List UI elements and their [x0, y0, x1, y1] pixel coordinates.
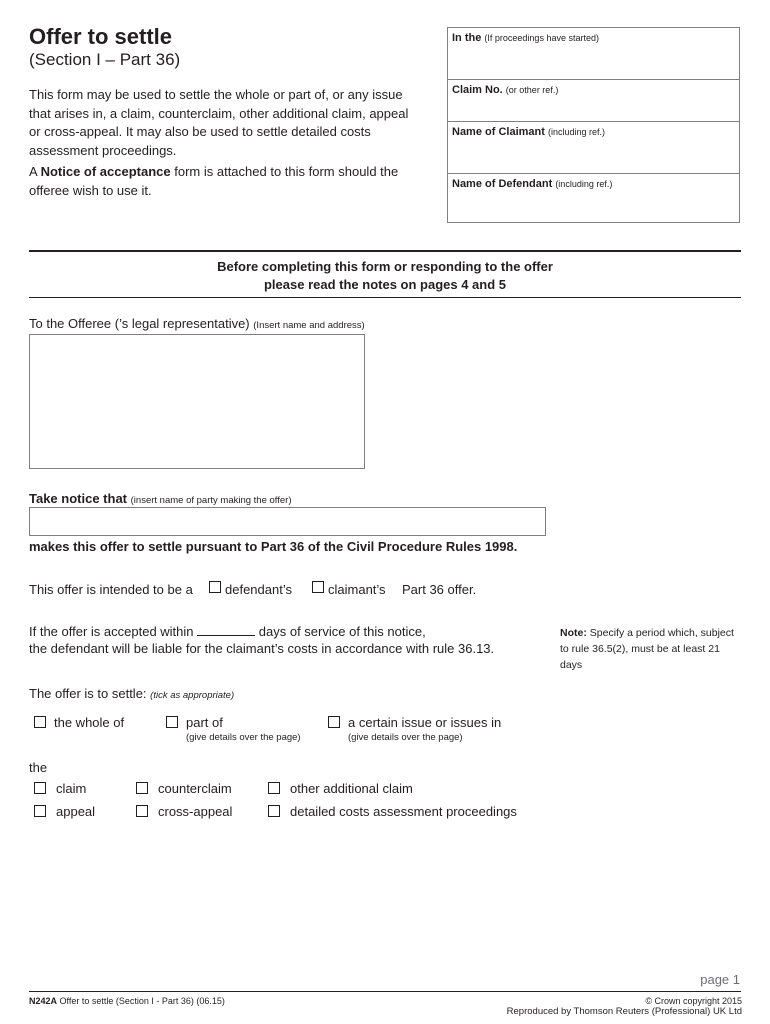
defendant-label: [452, 178, 612, 190]
defendant-text: Name of Defendant: [452, 178, 553, 190]
form-reference: [29, 996, 225, 1006]
claim-label: claim: [56, 781, 87, 796]
part-of-label: part of: [186, 715, 223, 730]
settle-hint: (tick as appropriate): [150, 690, 235, 701]
issue-label: a certain issue or issues in: [348, 715, 502, 730]
form-title: Offer to settle (Section I - Part 36) (06.15): [57, 996, 225, 1006]
acceptance-line-1: [29, 624, 426, 639]
copyright: © Crown copyright 2015: [645, 996, 742, 1006]
claimant-hint: (including ref.): [547, 127, 606, 137]
other-additional-claim-checkbox[interactable]: [268, 782, 280, 794]
counterclaim-checkbox[interactable]: [136, 782, 148, 794]
intro-prefix: A: [29, 164, 41, 179]
detailed-costs-checkbox[interactable]: [268, 805, 280, 817]
reproduced-by: Reproduced by Thomson Reuters (Professional) UK Ltd: [506, 1006, 742, 1017]
offeree-hint: (Insert name and address): [253, 320, 365, 331]
in-the-text: In the: [452, 32, 482, 44]
claimant-field[interactable]: [448, 122, 739, 174]
appeal-checkbox[interactable]: [34, 805, 46, 817]
cross-appeal-label: cross-appeal: [158, 804, 233, 819]
whole-of-label: the whole of: [54, 715, 125, 730]
in-the-label: [452, 32, 599, 44]
counterclaim-label: counterclaim: [158, 781, 232, 796]
part-of-hint: (give details over the page): [186, 732, 301, 743]
page-subtitle: (Section I – Part 36): [29, 50, 181, 69]
defendant-field[interactable]: [448, 174, 739, 222]
notice-line-1: Before completing this form or responding to the offer: [217, 259, 553, 274]
claimant-text: Name of Claimant: [452, 126, 545, 138]
claim-checkbox[interactable]: [34, 782, 46, 794]
intro-paragraph: This form may be used to settle the whole or part of, or any issue that arises in, a claim, counterclaim, other additional claim, appeal or cross-appeal. It may also be used to settle detailed costs assessment proceedings.: [29, 87, 409, 158]
issue-hint: (give details over the page): [348, 732, 463, 743]
note-text: Specify a period which, subject to rule 36.5(2), must be at least 21 days: [560, 627, 734, 671]
offering-party-input[interactable]: [29, 507, 546, 536]
divider-top: [29, 250, 741, 252]
period-note: [560, 625, 745, 673]
claimant-label: [452, 126, 605, 138]
take-notice-text: Take notice that: [29, 491, 128, 506]
whole-of-checkbox[interactable]: [34, 716, 46, 728]
acceptance-line-2: the defendant will be liable for the claimant’s costs in accordance with rule 36.13.: [29, 641, 495, 656]
offeree-address-input[interactable]: [29, 334, 365, 469]
page-title: Offer to settle: [29, 24, 173, 49]
detailed-costs-label: detailed costs assessment proceedings: [290, 804, 517, 819]
claimant-checkbox[interactable]: [312, 581, 324, 593]
intro-notice-line: [29, 163, 409, 200]
offer-type-suffix: Part 36 offer.: [402, 582, 477, 597]
in-the-hint: (If proceedings have started): [484, 33, 599, 43]
defendant-option-label: defendant’s: [225, 582, 292, 597]
claim-no-field[interactable]: [448, 80, 739, 122]
case-details-box: [447, 27, 740, 223]
settle-label: [29, 686, 234, 701]
note-label: Note:: [560, 627, 587, 639]
page-number: page 1: [700, 972, 740, 987]
take-notice-label: [29, 491, 292, 506]
intro-text: [29, 86, 409, 203]
claimant-option-label: claimant’s: [328, 582, 386, 597]
settle-text: The offer is to settle:: [29, 686, 147, 701]
appeal-label: appeal: [56, 804, 96, 819]
defendant-checkbox[interactable]: [209, 581, 221, 593]
take-notice-hint: (insert name of party making the offer): [130, 495, 292, 506]
notice-line-2: please read the notes on pages 4 and 5: [263, 277, 507, 292]
days-input[interactable]: [197, 625, 255, 636]
offer-type-prefix: This offer is intended to be a: [29, 582, 193, 597]
acceptance-part-1: If the offer is accepted within: [29, 624, 194, 639]
claim-no-label: [452, 84, 558, 96]
part-of-checkbox[interactable]: [166, 716, 178, 728]
intro-suffix: form is attached to this form should the offeree wish to use it.: [29, 164, 399, 198]
form-code: N242A: [29, 996, 58, 1006]
claim-no-hint: (or other ref.): [505, 85, 559, 95]
footer-divider: [29, 991, 741, 992]
divider-bottom: [29, 297, 741, 298]
part36-statement: makes this offer to settle pursuant to Part 36 of the Civil Procedure Rules 1998.: [29, 539, 518, 554]
notice-banner: [29, 258, 741, 294]
claim-no-text: Claim No.: [452, 84, 503, 96]
offeree-label: [29, 316, 365, 331]
offeree-text: To the Offeree (’s legal representative): [29, 316, 250, 331]
other-additional-claim-label: other additional claim: [290, 781, 413, 796]
intro-bold: Notice of acceptance: [40, 164, 171, 179]
acceptance-part-2: days of service of this notice,: [258, 624, 426, 639]
defendant-hint: (including ref.): [555, 179, 613, 189]
issue-checkbox[interactable]: [328, 716, 340, 728]
in-the-field[interactable]: [448, 28, 739, 80]
the-label: the: [29, 760, 48, 775]
cross-appeal-checkbox[interactable]: [136, 805, 148, 817]
